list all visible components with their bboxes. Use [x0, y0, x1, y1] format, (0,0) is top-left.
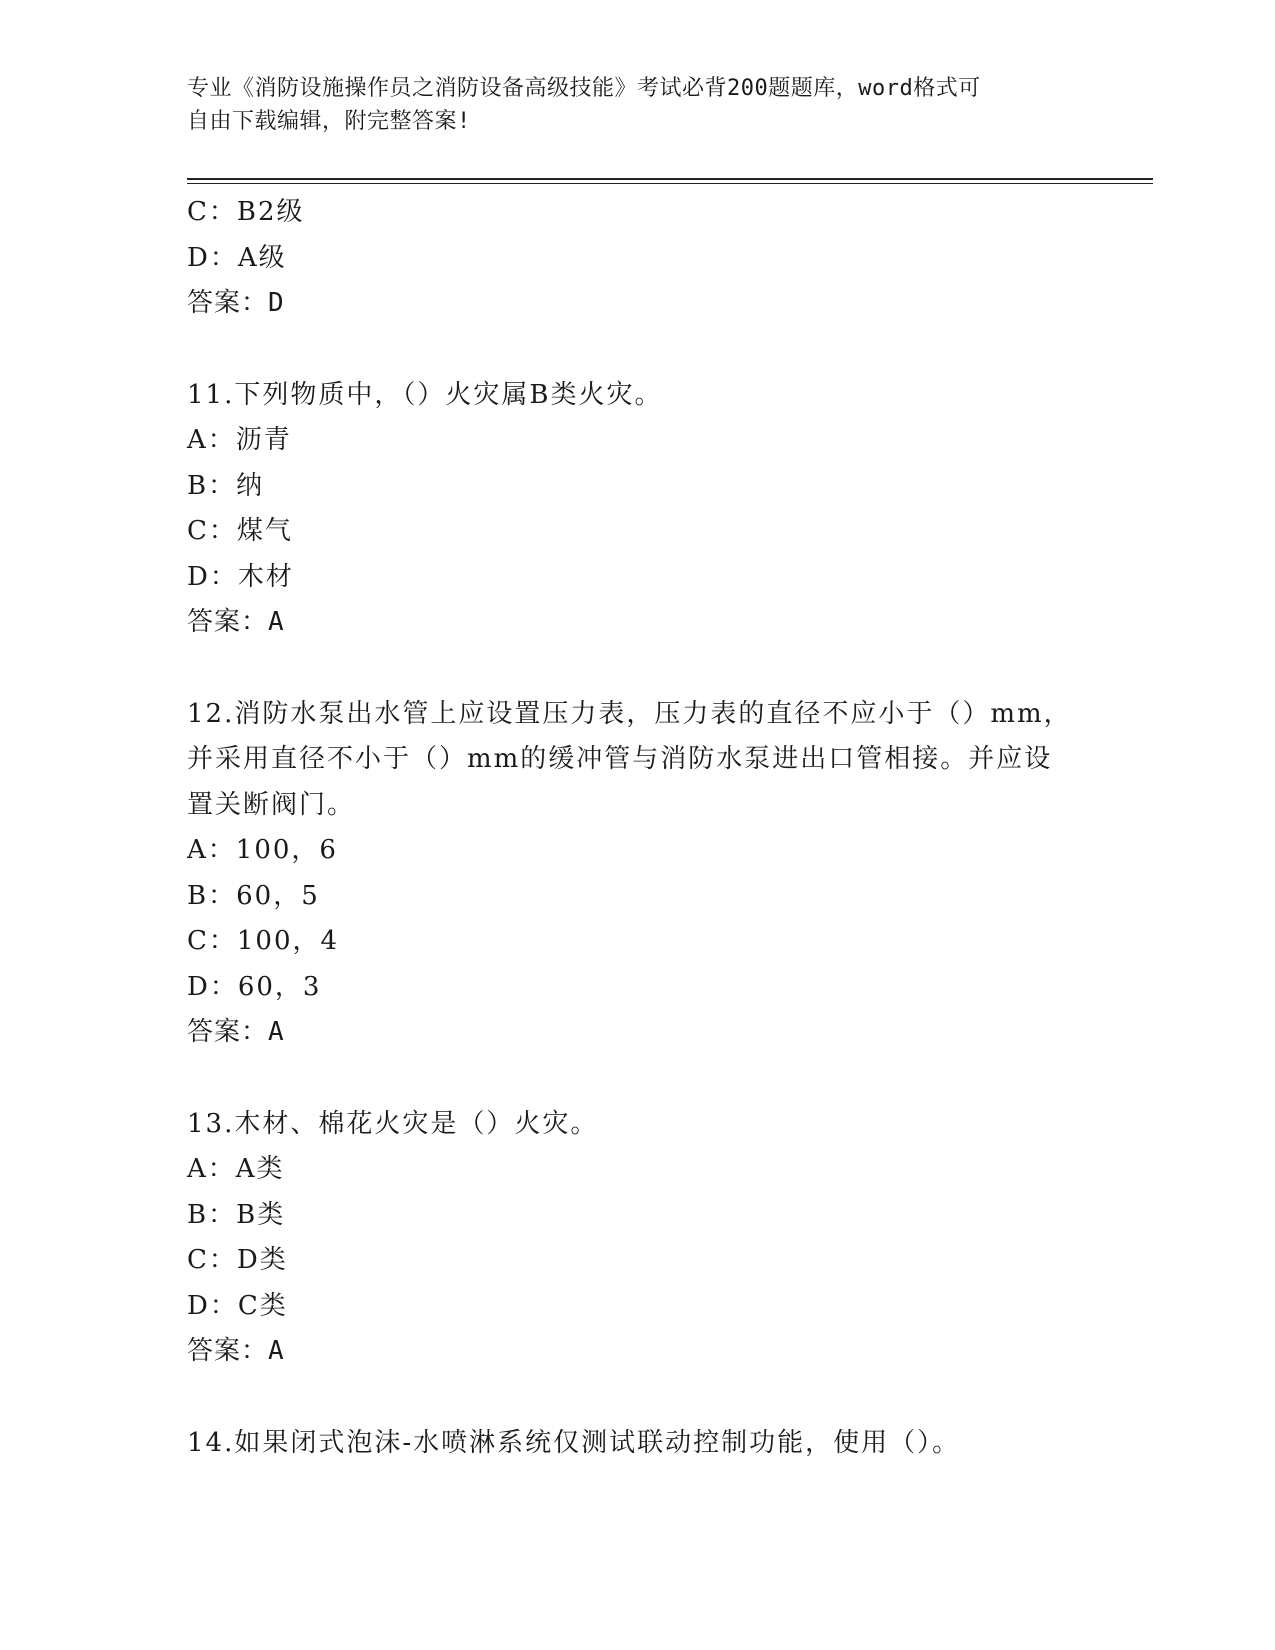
- option-c: C：D类: [187, 1245, 288, 1275]
- option-d: D：60，3: [187, 971, 322, 1002]
- answer: 答案：A: [187, 607, 285, 637]
- question-13: [187, 1102, 1087, 1375]
- answer: 答案：D: [187, 288, 285, 318]
- question-stem-line-1: 12.消防水泵出水管上应设置压力表，压力表的直径不应小于（）mm，: [187, 698, 1072, 729]
- document-header: [187, 72, 1087, 138]
- option-b: B：B类: [187, 1199, 286, 1230]
- question-stem: 13.木材、棉花火灾是（）火灾。: [187, 1108, 599, 1139]
- option-a: A：A类: [187, 1154, 285, 1184]
- divider-thin: [187, 183, 1153, 184]
- question-list: [187, 190, 1087, 1466]
- question-12: [187, 692, 1087, 1056]
- header-line-1: 专业《消防设施操作员之消防设备高级技能》考试必背200题题库，word格式可: [187, 76, 981, 101]
- question-stem: 14.如果闭式泡沫-水喷淋系统仅测试联动控制功能，使用（）。: [187, 1427, 961, 1458]
- option-c: C：B2级: [187, 197, 305, 227]
- question-11: [187, 373, 1087, 646]
- answer: 答案：A: [187, 1017, 285, 1047]
- option-d: D：C类: [187, 1290, 288, 1321]
- option-d: D：A级: [187, 242, 287, 273]
- option-c: C：100，4: [187, 926, 340, 956]
- question-stem-line-3: 置关断阀门。: [187, 789, 356, 820]
- option-a: A：100，6: [187, 835, 338, 865]
- option-d: D：木材: [187, 561, 294, 592]
- option-a: A：沥青: [187, 425, 292, 455]
- question-stem: 11.下列物质中，（）火灾属B类火灾。: [187, 379, 663, 410]
- answer: 答案：A: [187, 1336, 285, 1366]
- header-line-2: 自由下载编辑，附完整答案!: [187, 109, 471, 134]
- option-c: C：煤气: [187, 516, 293, 546]
- question-10-tail: [187, 190, 1087, 327]
- header-divider: [187, 178, 1153, 184]
- divider-thick: [187, 178, 1153, 180]
- question-14: [187, 1421, 1087, 1467]
- question-stem-line-2: 并采用直径不小于（）mm的缓冲管与消防水泵进出口管相接。并应设: [187, 744, 1053, 774]
- option-b: B：纳: [187, 470, 265, 501]
- option-b: B：60，5: [187, 880, 320, 911]
